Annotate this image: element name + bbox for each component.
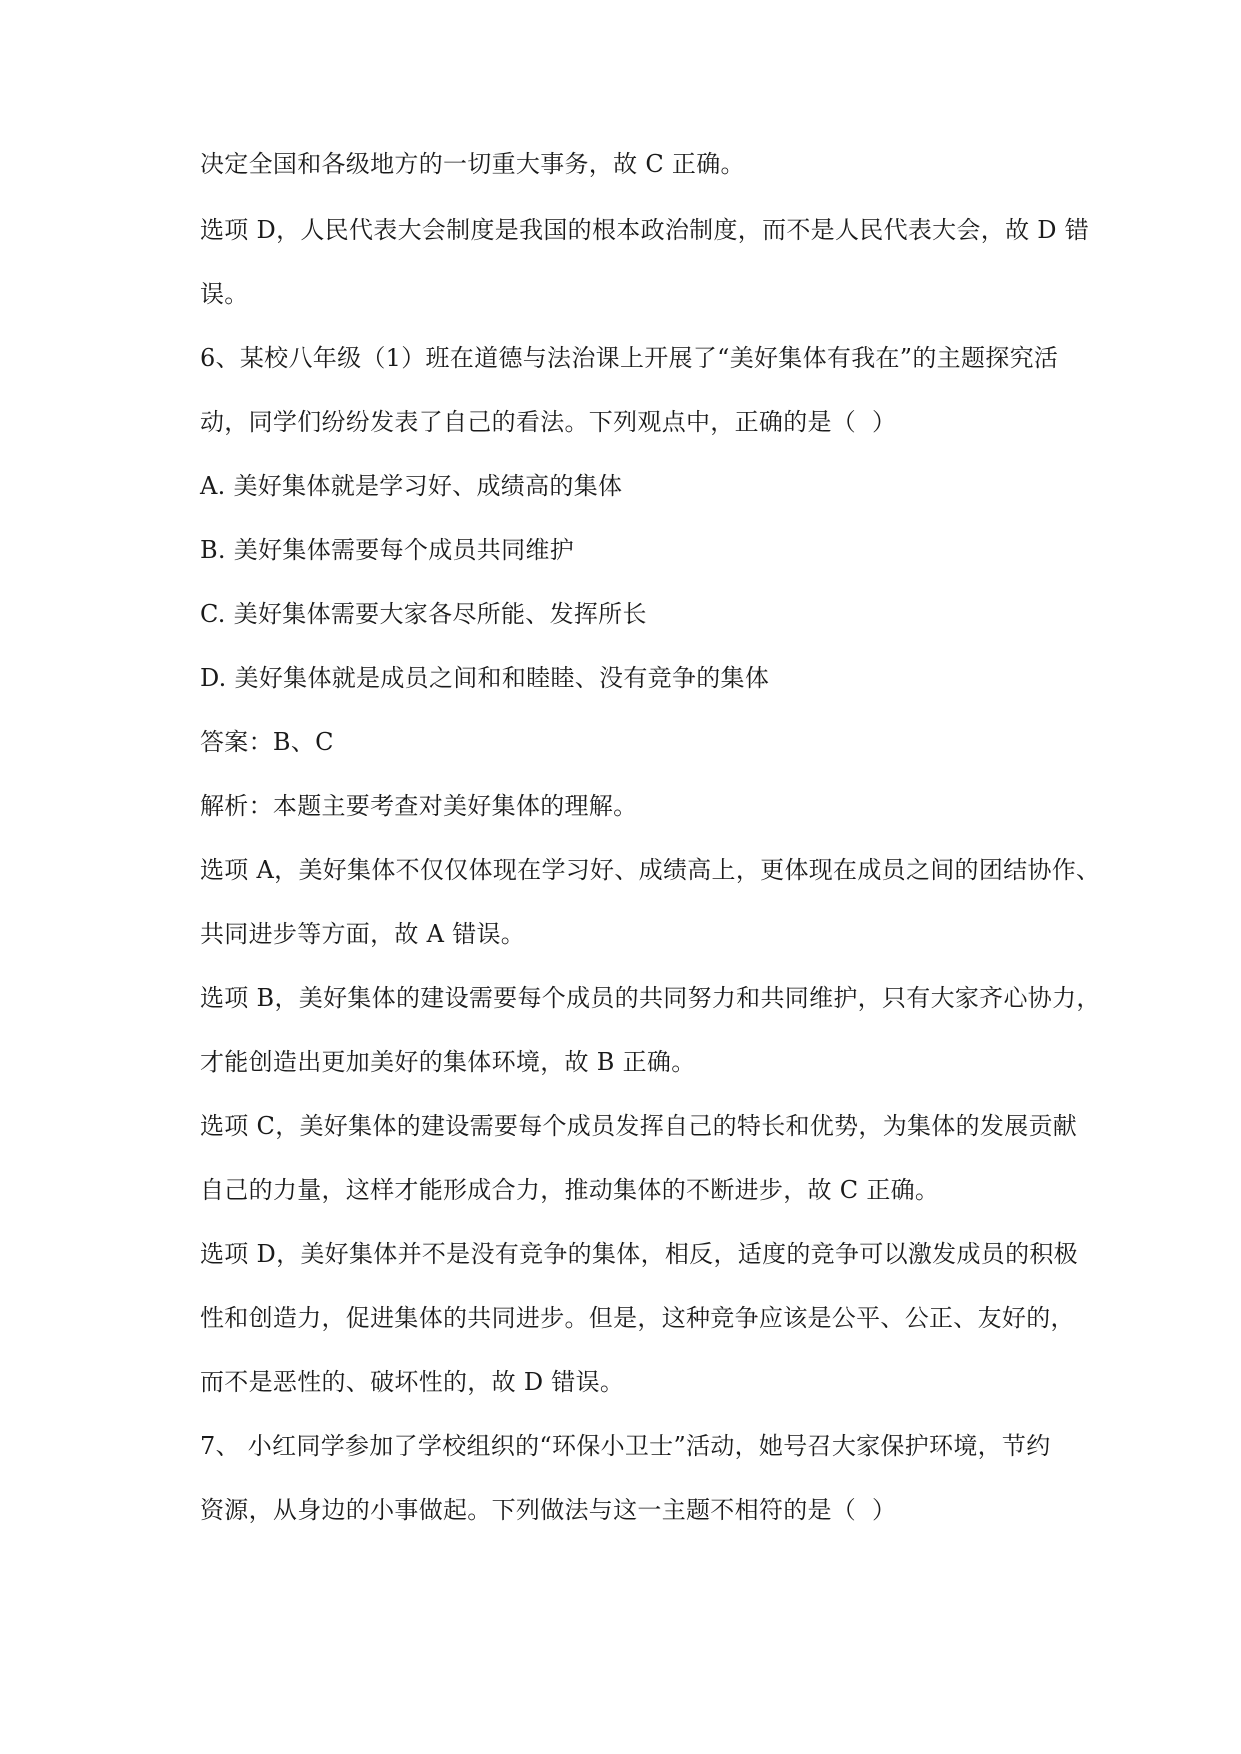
question-7-stem: 7、 小红同学参加了学校组织的“环保小卫士”活动，她号召大家保护环境，节约: [200, 1432, 1051, 1460]
text-line: 选项 B，美好集体的建设需要每个成员的共同努力和共同维护，只有大家齐心协力，: [200, 984, 1101, 1012]
option-d: D. 美好集体就是成员之间和和睦睦、没有竞争的集体: [200, 664, 770, 692]
text-line: 自己的力量，这样才能形成合力，推动集体的不断进步，故 C 正确。: [200, 1176, 940, 1204]
option-b: B. 美好集体需要每个成员共同维护: [200, 536, 574, 564]
text-line: 选项 A，美好集体不仅仅体现在学习好、成绩高上，更体现在成员之间的团结协作、: [200, 856, 1101, 884]
text-line: 选项 D，人民代表大会制度是我国的根本政治制度，而不是人民代表大会，故 D 错: [200, 216, 1090, 244]
text-line: 选项 C，美好集体的建设需要每个成员发挥自己的特长和优势，为集体的发展贡献: [200, 1112, 1078, 1140]
text-line: 选项 D，美好集体并不是没有竞争的集体，相反，适度的竞争可以激发成员的积极: [200, 1240, 1078, 1268]
question-6-stem: 动，同学们纷纷发表了自己的看法。下列观点中，正确的是（ ）: [200, 408, 897, 436]
question-7-stem: 资源，从身边的小事做起。下列做法与这一主题不相符的是（ ）: [200, 1496, 897, 1524]
text-line: 决定全国和各级地方的一切重大事务，故 C 正确。: [200, 150, 745, 178]
question-6-stem: 6、某校八年级（1）班在道德与法治课上开展了“美好集体有我在”的主题探究活: [200, 344, 1059, 372]
text-line: 性和创造力，促进集体的共同进步。但是，这种竞争应该是公平、公正、友好的，: [200, 1304, 1075, 1332]
text-line: 而不是恶性的、破坏性的，故 D 错误。: [200, 1368, 625, 1396]
text-line: 才能创造出更加美好的集体环境，故 B 正确。: [200, 1048, 696, 1076]
option-a: A. 美好集体就是学习好、成绩高的集体: [200, 472, 623, 500]
option-c: C. 美好集体需要大家各尽所能、发挥所长: [200, 600, 647, 628]
text-line: 共同进步等方面，故 A 错误。: [200, 920, 526, 948]
text-line: 误。: [200, 280, 249, 308]
analysis-line: 解析：本题主要考查对美好集体的理解。: [200, 792, 638, 820]
answer-line: 答案：B、C: [200, 728, 334, 756]
